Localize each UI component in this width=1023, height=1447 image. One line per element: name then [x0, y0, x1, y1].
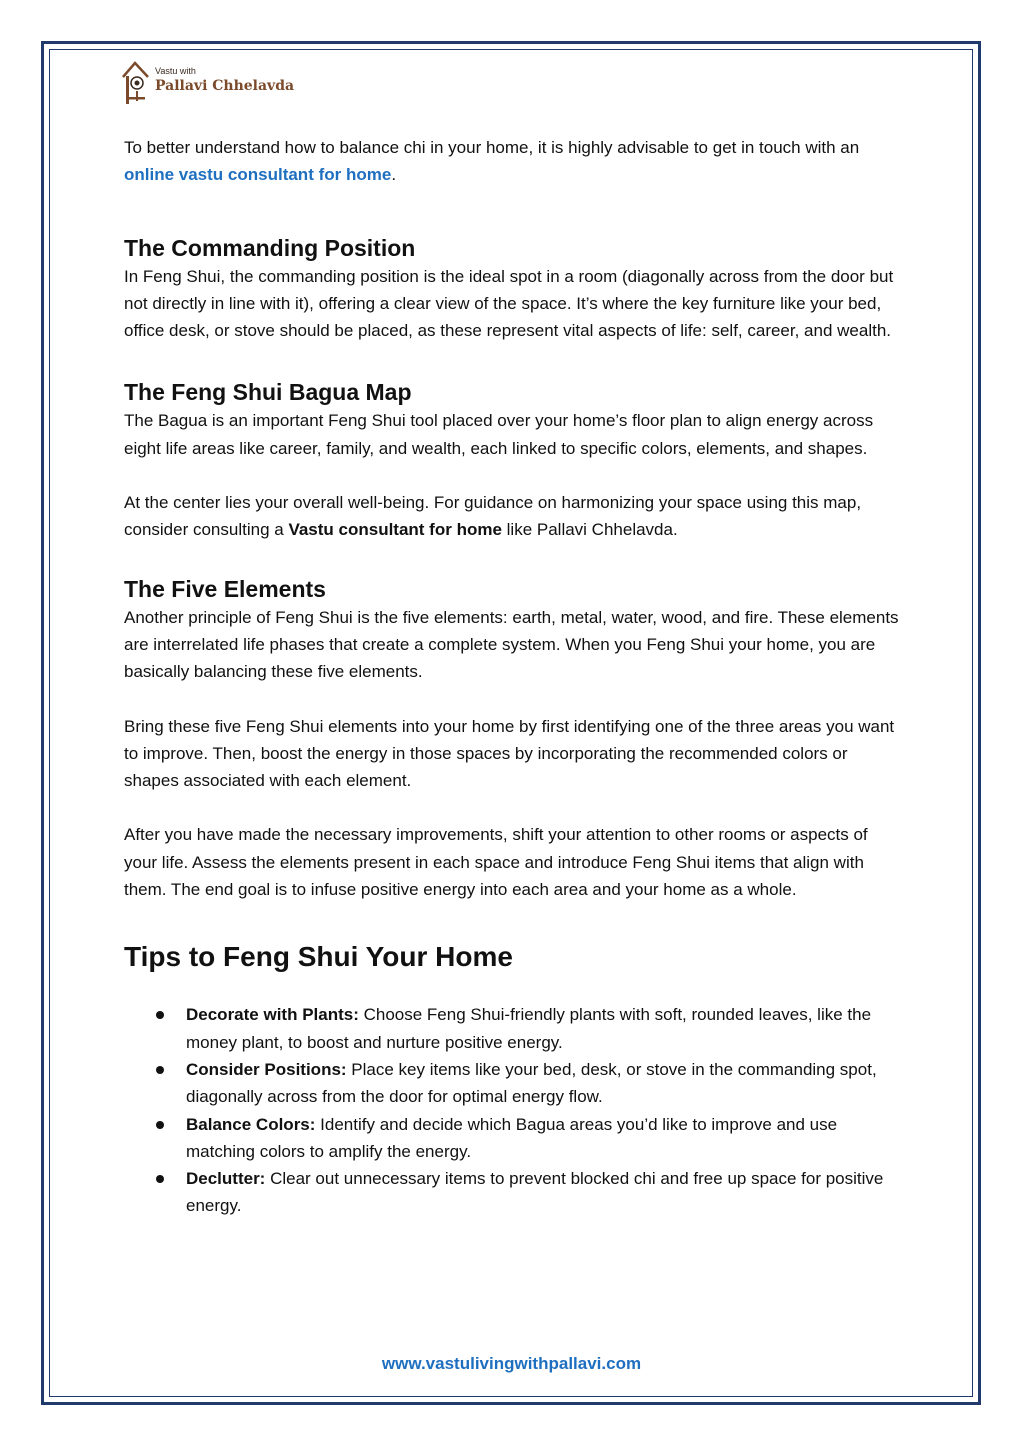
bullet-dot-icon [156, 1066, 164, 1074]
tip-label: Declutter: [186, 1169, 266, 1189]
intro-text: To better understand how to balance chi in your home, it is highly advisable to get in touch with an [124, 138, 860, 157]
tip-label: Balance Colors: [186, 1114, 316, 1134]
bagua-text-start: At the center lies your overall well-being. For guidance on harmonizing your space using this map, consider consulting a [124, 493, 862, 540]
list-item [124, 1056, 904, 1111]
tip-text: Clear out unnecessary items to prevent blocked chi and free up space for positive energy. [186, 1169, 884, 1216]
brand-logo[interactable] [121, 59, 294, 109]
five-elements-text-2: Bring these five Feng Shui elements into your home by first identifying one of the three areas you want to improve. Then, boost the energy in those spaces by incorporating the recommended colors or shapes associated with each element. [124, 716, 895, 791]
heading-commanding-position: The Commanding Position [124, 234, 416, 261]
bullet-dot-icon [156, 1175, 164, 1183]
tip-label: Consider Positions: [186, 1059, 347, 1079]
intro-paragraph [124, 134, 904, 189]
footer-url[interactable]: www.vastulivingwithpallavi.com [381, 1354, 642, 1373]
tip-text: Choose Feng Shui-friendly plants with soft, rounded leaves, like the money plant, to boost and nurture positive energy. [186, 1005, 872, 1052]
tips-list [124, 1001, 904, 1219]
bagua-bold-phrase: Vastu consultant for home [288, 520, 502, 540]
heading-tips: Tips to Feng Shui Your Home [124, 941, 513, 973]
tip-text: Identify and decide which Bagua areas you’d like to improve and use matching colors to amplify the energy. [186, 1114, 838, 1161]
five-elements-text: Another principle of Feng Shui is the five elements: earth, metal, water, wood, and fire. These elements are interrelated life phases that create a complete system. When you Feng Shui your home, you are basically balancing these five elements. [124, 607, 899, 682]
list-item [124, 1001, 904, 1056]
bullet-dot-icon [156, 1011, 164, 1019]
brand-tagline: Vastu with [155, 66, 196, 76]
commanding-position-text: In Feng Shui, the commanding position is the ideal spot in a room (diagonally across from the door but not directly in line with it), offering a clear view of the space. It’s where the key furniture like your bed, office desk, or stove should be placed, as these represent vital aspects of life: self, career, and wealth. [124, 266, 894, 341]
house-logo-icon [121, 59, 151, 109]
heading-five-elements: The Five Elements [124, 575, 326, 602]
tip-text: Place key items like your bed, desk, or stove in the commanding spot, diagonally across from the door for optimal energy flow. [186, 1059, 877, 1107]
list-item [124, 1165, 904, 1220]
tip-label: Decorate with Plants: [186, 1005, 359, 1025]
list-item [124, 1111, 904, 1166]
heading-bagua-map: The Feng Shui Bagua Map [124, 379, 412, 406]
brand-name: Pallavi Chhelavda [155, 78, 295, 94]
five-elements-text-3: After you have made the necessary improvements, shift your attention to other rooms or aspects of your life. Assess the elements present in each space and introduce Feng Shui items that align with them. The end goal is to infuse positive energy into each area and your home as a whole. [124, 825, 868, 900]
consultant-link[interactable]: online vastu consultant for home [124, 165, 392, 185]
bagua-map-text: The Bagua is an important Feng Shui tool placed over your home’s floor plan to align energy across eight life areas like career, family, and wealth, each linked to specific colors, elements, and shapes. [124, 411, 874, 458]
document-body [124, 134, 904, 1220]
bagua-text-end: like Pallavi Chhelavda. [501, 520, 678, 540]
bagua-map-text-2 [124, 489, 904, 544]
intro-end: . [391, 165, 397, 185]
bullet-dot-icon [156, 1121, 164, 1129]
